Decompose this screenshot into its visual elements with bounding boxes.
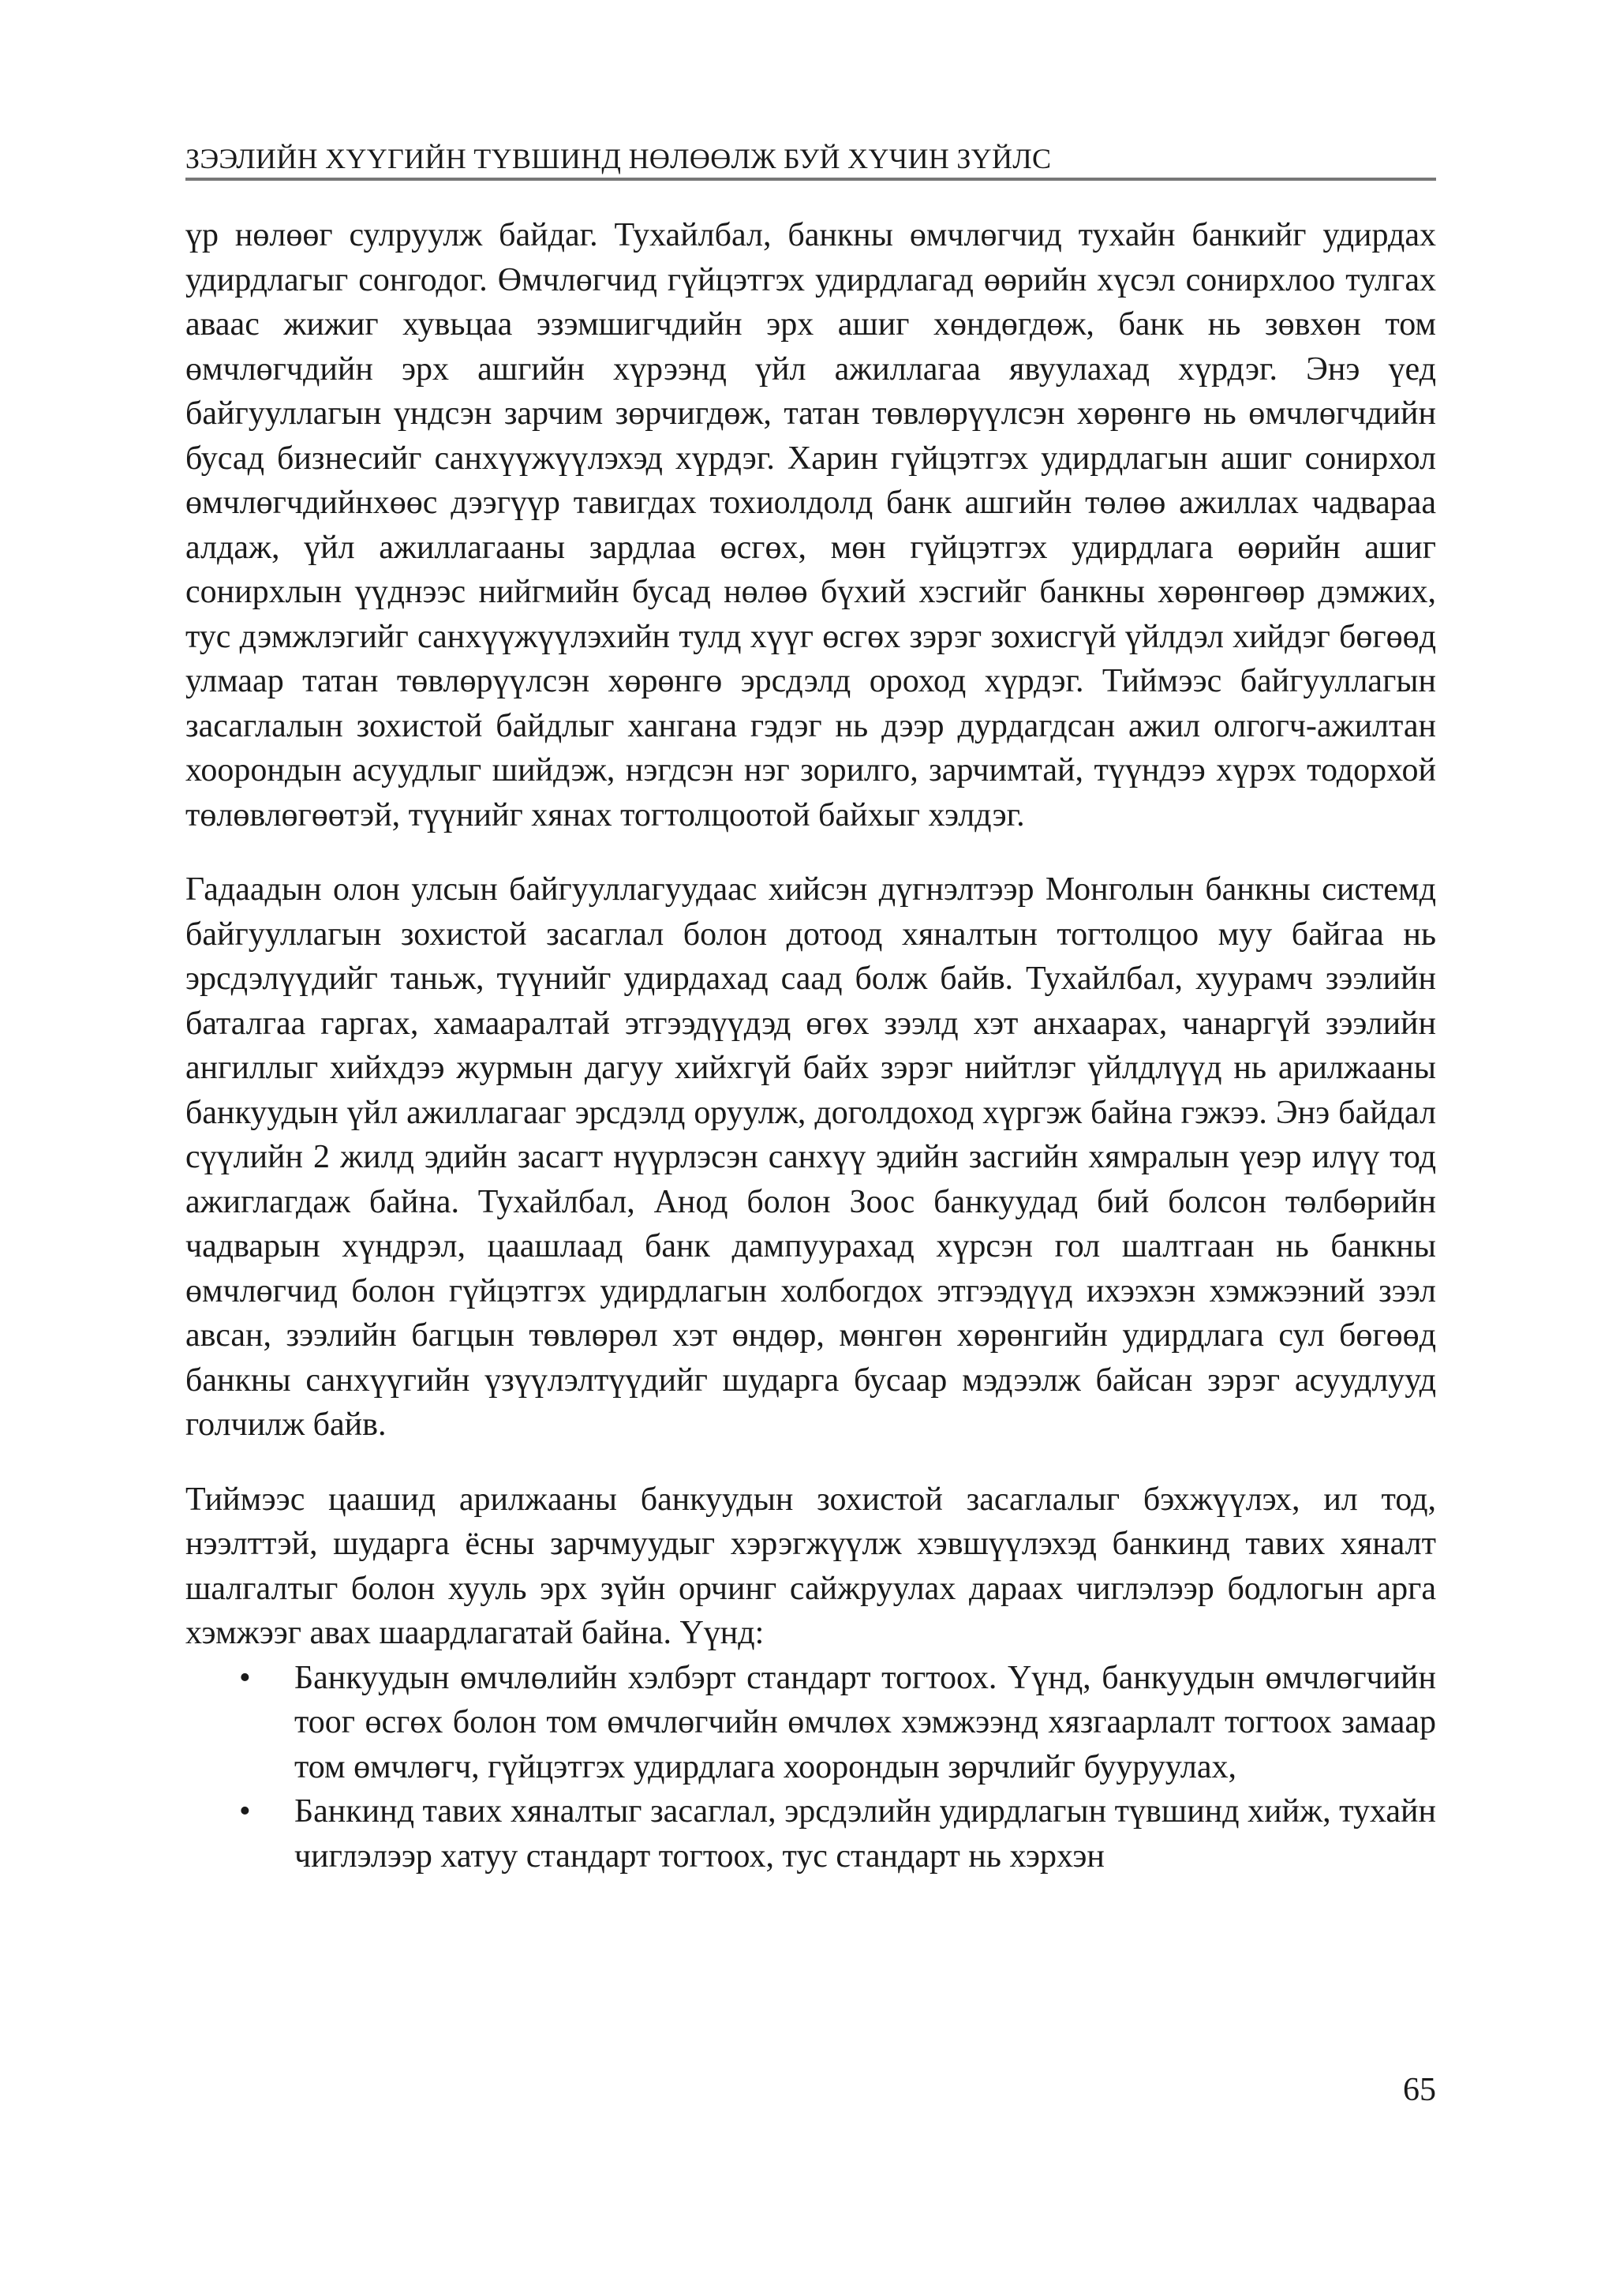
list-item xyxy=(185,1789,1436,1878)
bullet-marker: • xyxy=(239,1659,251,1696)
body-text xyxy=(185,213,1436,1878)
paragraph-2: Гадаадын олон улсын байгууллагуудаас хийсэн дүгнэлтээр Монголын банкны системд байгууллагын зохистой засаглал болон дотоод хяналтын тогтолцоо муу байгаа нь эрсдэлүүдийг таньж, түүнийг удирдахад саад болж байв. Тухайлбал, хуурамч зээлийн баталгаа гаргах, хамааралтай этгээдүүдэд өгөх зээлд хэт анхаарах, чанаргүй зээлийн ангиллыг хийхдээ журмын дагуу хийхгүй байх зэрэг нийтлэг үйлдлүүд нь арилжааны банкуудын үйл ажиллагааг эрсдэлд оруулж, доголдоход хүргэж байна гэжээ. Энэ байдал сүүлийн 2 жилд эдийн засагт нүүрлэсэн санхүү эдийн засгийн хямралын үеэр илүү тод ажиглагдаж байна. Тухайлбал, Анод болон Зоос банкуудад бий болсон төлбөрийн чадварын хүндрэл, цаашлаад банк дампуурахад хүрсэн гол шалтгаан нь банкны өмчлөгчид болон гүйцэтгэх удирдлагын холбогдох этгээдүүд ихээхэн хэмжээний зээл авсан, зээлийн багцын төвлөрөл хэт өндөр, мөнгөн хөрөнгийн удирдлага сул бөгөөд банкны санхүүгийн үзүүлэлтүүдийг шударга бусаар мэдээлж байсан зэрэг асуудлууд голчилж байв. xyxy=(185,871,1436,1443)
header-rule xyxy=(185,178,1436,181)
bullet-list xyxy=(185,1656,1436,1879)
paragraph-3: Тиймээс цаашид арилжааны банкуудын зохистой засаглалыг бэхжүүлэх, ил тод, нээлттэй, шударга ёсны зарчмуудыг хэрэгжүүлж хэвшүүлэхэд банкинд тавих хяналт шалгалтыг болон хууль эрх зүйн орчинг сайжруулах дараах чиглэлээр бодлогын арга хэмжээг авах шаардлагатай байна. Үүнд: xyxy=(185,1481,1436,1651)
list-item-text: Банкинд тавих хяналтыг засаглал, эрсдэлийн удирдлагын түвшинд хийж, тухайн чиглэлээр хатуу стандарт тогтоох, тус стандарт нь хэрхэн xyxy=(294,1793,1436,1875)
bullet-marker: • xyxy=(239,1793,251,1830)
running-header: ЗЭЭЛИЙН ХҮҮГИЙН ТҮВШИНД НӨЛӨӨЛЖ БУЙ ХҮЧИН ЗҮЙЛС xyxy=(185,143,1052,174)
list-item xyxy=(185,1656,1436,1790)
list-item-text: Банкуудын өмчлөлийн хэлбэрт стандарт тогтоох. Үүнд, банкуудын өмчлөгчийн тоог өсгөх болон том өмчлөгчийн өмчлөх хэмжээнд хязгаарлалт тогтоох замаар том өмчлөгч, гүйцэтгэх удирдлага хоорондын зөрчлийг бууруулах, xyxy=(294,1659,1436,1785)
paragraph-1: үр нөлөөг сулруулж байдаг. Тухайлбал, банкны өмчлөгчид тухайн банкийг удирдах удирдлагыг сонгодог. Өмчлөгчид гүйцэтгэх удирдлагад өөрийн хүсэл сонирхлоо тулгах аваас жижиг хувьцаа эзэмшигчдийн эрх ашиг хөндөгдөж, банк нь зөвхөн том өмчлөгчдийн эрх ашгийн хүрээнд үйл ажиллагаа явуулахад хүрдэг. Энэ үед байгууллагын үндсэн зарчим зөрчигдөж, татан төвлөрүүлсэн хөрөнгө нь өмчлөгчдийн бусад бизнесийг санхүүжүүлэхэд хүрдэг. Харин гүйцэтгэх удирдлагын ашиг сонирхол өмчлөгчдийнхөөс дээгүүр тавигдах тохиолдолд банк ашгийн төлөө ажиллах чадвараа алдаж, үйл ажиллагааны зардлаа өсгөх, мөн гүйцэтгэх удирдлага өөрийн ашиг сонирхлын үүднээс нийгмийн бусад нөлөө бүхий хэсгийг банкны хөрөнгөөр дэмжих, тус дэмжлэгийг санхүүжүүлэхийн тулд хүүг өсгөх зэрэг зохисгүй үйлдэл хийдэг бөгөөд улмаар татан төвлөрүүлсэн хөрөнгө эрсдэлд ороход хүрдэг. Тиймээс байгууллагын засаглалын зохистой байдлыг хангана гэдэг нь дээр дурдагдсан ажил олгогч-ажилтан хоорондын асуудлыг шийдэж, нэгдсэн нэг зорилго, зарчимтай, түүндээ хүрэх тодорхой төлөвлөгөөтэй, түүнийг хянах тогтолцоотой байхыг хэлдэг. xyxy=(185,217,1436,833)
page-number: 65 xyxy=(1403,2072,1436,2108)
document-page xyxy=(185,0,1436,2296)
